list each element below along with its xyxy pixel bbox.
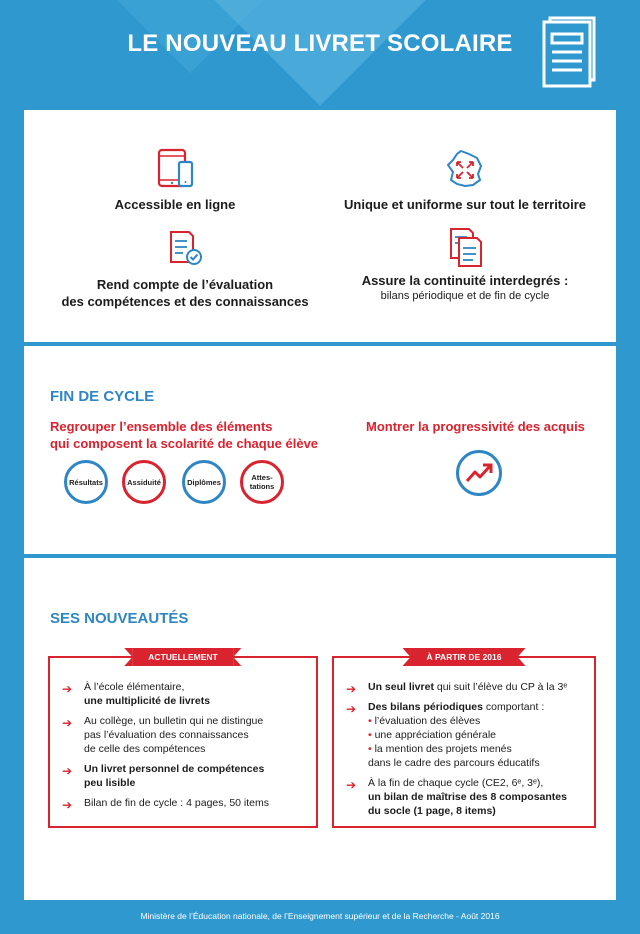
- sub-item-text: une appréciation générale: [374, 729, 497, 741]
- arrow-icon: ➔: [346, 778, 357, 792]
- item-text-bold: Un livret personnel de compétences: [84, 763, 265, 775]
- item-text: qui suit l’élève du CP à la 3ᵉ: [433, 681, 568, 693]
- item-text-bold: Des bilans périodiques: [368, 701, 483, 713]
- item-text-bold: un bilan de maîtrise des 8 composantes: [368, 791, 567, 803]
- feature-continuity-sub: bilans périodique et de fin de cycle: [380, 290, 550, 302]
- item-text: À la fin de chaque cycle (CE2, 6ᵉ, 3ᵉ),: [368, 777, 544, 789]
- section-title-fin-de-cycle: FIN DE CYCLE: [50, 388, 155, 405]
- footer: Ministère de l’Éducation nationale, de l’Enseignement supérieur et de la Recherche - Août 2016: [140, 911, 500, 921]
- section-title-nouveautes: SES NOUVEAUTÉS: [50, 610, 189, 627]
- sub-item: • une appréciation générale: [368, 729, 497, 741]
- page-title: LE NOUVEAU LIVRET SCOLAIRE: [127, 30, 513, 57]
- left-heading-line2: qui composent la scolarité de chaque élève: [50, 436, 319, 451]
- documents-icon: [443, 226, 487, 268]
- list-item: [62, 796, 308, 810]
- document-check-icon: [163, 228, 207, 268]
- arrow-icon: ➔: [62, 764, 73, 778]
- item-text: comportant :: [482, 701, 545, 713]
- actuellement-label: ACTUELLEMENT: [132, 648, 233, 666]
- item-text-bold: du socle (1 page, 8 items): [368, 805, 496, 817]
- item-text-bold: une multiplicité de livrets: [84, 695, 211, 707]
- list-item: [346, 700, 586, 770]
- circle-attestations-line1: Attes-: [251, 473, 273, 482]
- circle-diplomes-label: Diplômes: [187, 477, 221, 487]
- france-map-icon: [443, 148, 487, 190]
- circle-assiduite-label: Assiduité: [127, 477, 161, 487]
- actuellement-box: [48, 652, 318, 828]
- sub-item-text: la mention des projets menés: [374, 743, 512, 755]
- item-text: pas l’évaluation des connaissances: [84, 729, 249, 741]
- fin-de-cycle-left-heading: [50, 418, 318, 452]
- circle-attestations-line2: tations: [249, 482, 275, 491]
- item-text-bold: peu lisible: [84, 777, 136, 789]
- devices-icon: [153, 148, 197, 190]
- item-text: Bilan de fin de cycle : 4 pages, 50 items: [84, 797, 270, 809]
- circle-attestations: [240, 460, 284, 504]
- actuellement-list: [62, 680, 308, 816]
- feature-evaluation: [60, 228, 310, 310]
- item-text: Au collège, un bulletin qui ne distingue: [84, 715, 264, 727]
- arrow-icon: ➔: [346, 702, 357, 716]
- sub-item-text: dans le cadre des parcours éducatifs: [368, 757, 540, 769]
- feature-unique: [330, 148, 600, 213]
- circle-resultats-label: Résultats: [69, 477, 103, 487]
- feature-evaluation-line2: des compétences et des connaissances: [61, 294, 309, 309]
- list-item: [62, 762, 308, 790]
- feature-continuity: [340, 226, 590, 303]
- feature-unique-label: Unique et uniforme sur tout le territoire: [344, 197, 586, 212]
- feature-online-label: Accessible en ligne: [114, 197, 236, 212]
- feature-continuity-title: Assure la continuité interdegrés :: [361, 273, 569, 288]
- left-heading-line1: Regrouper l’ensemble des éléments: [50, 419, 273, 434]
- arrow-icon: ➔: [62, 798, 73, 812]
- arrow-icon: ➔: [62, 682, 73, 696]
- fin-de-cycle-panel: [24, 346, 616, 554]
- sub-item: • la mention des projets menés: [368, 743, 512, 755]
- nouveautes-panel: [24, 558, 616, 900]
- circle-assiduite: [122, 460, 166, 504]
- item-text-bold: Un seul livret: [368, 681, 434, 693]
- list-item: [62, 714, 308, 756]
- feature-evaluation-line1: Rend compte de l’évaluation: [96, 277, 274, 292]
- a-partir-list: [346, 680, 586, 824]
- a-partir-box: [332, 652, 596, 828]
- arrow-icon: ➔: [346, 682, 357, 696]
- list-item: [62, 680, 308, 708]
- growth-chart-icon: [456, 450, 502, 496]
- sub-item: • l’évaluation des élèves: [368, 715, 481, 727]
- header: [0, 0, 640, 110]
- feature-online: [70, 148, 280, 213]
- growth-arrow-icon: [464, 460, 494, 486]
- circle-attestations-label: [250, 473, 275, 491]
- sub-item-text: l’évaluation des élèves: [374, 715, 481, 727]
- item-text: À l’école élémentaire,: [84, 681, 185, 693]
- circle-resultats: [64, 460, 108, 504]
- list-item: [346, 776, 586, 818]
- a-partir-label: À PARTIR DE 2016: [411, 648, 518, 666]
- item-text: de celle des compétences: [84, 743, 206, 755]
- booklet-icon: [540, 14, 596, 90]
- arrow-icon: ➔: [62, 716, 73, 730]
- fin-de-cycle-right-heading: Montrer la progressivité des acquis: [366, 419, 585, 434]
- list-item: [346, 680, 586, 694]
- features-panel: [24, 110, 616, 342]
- circle-diplomes: [182, 460, 226, 504]
